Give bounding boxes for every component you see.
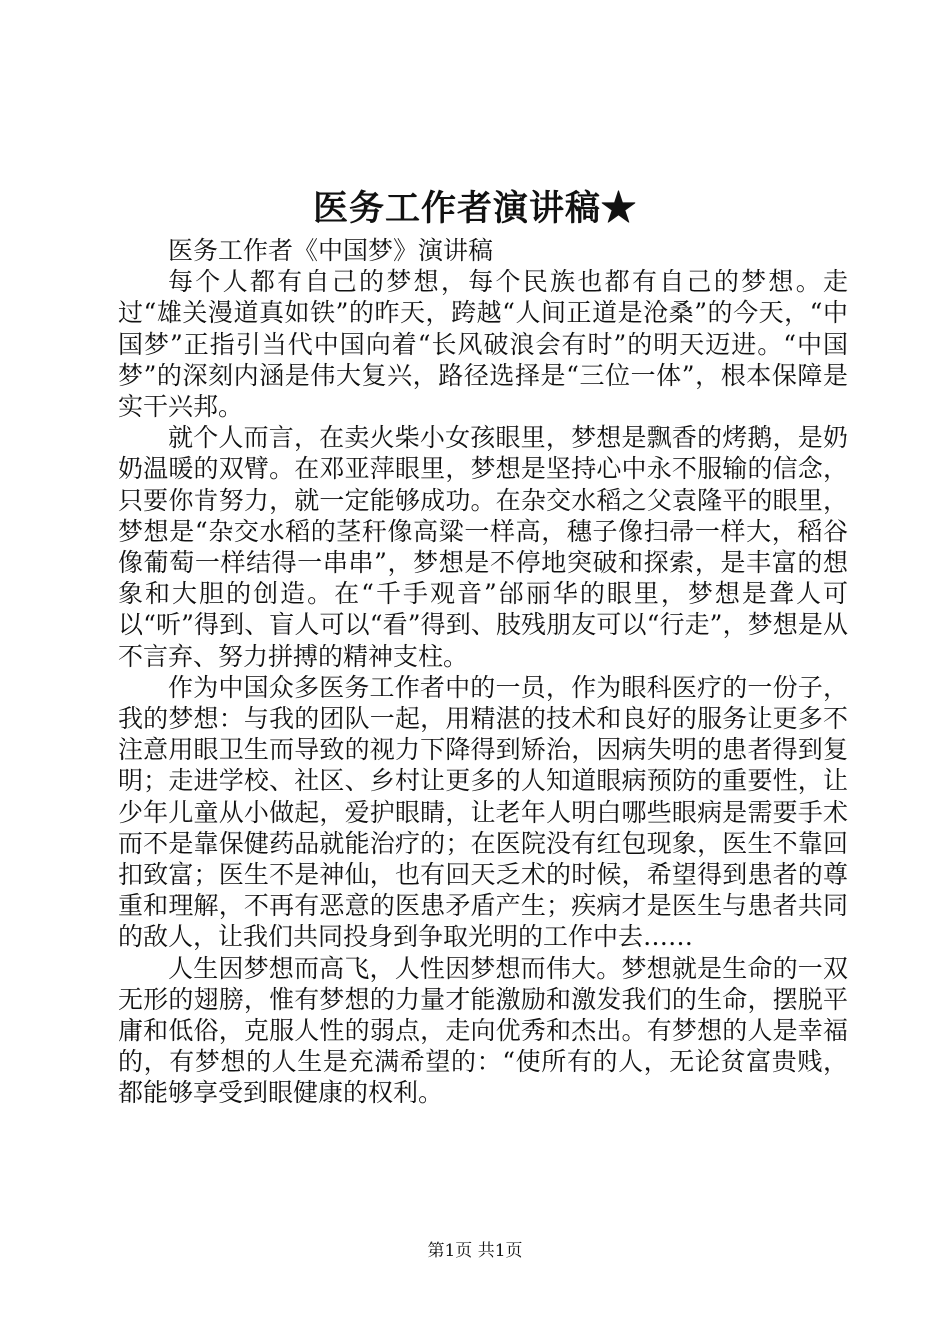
document-title: 医务工作者演讲稿★ <box>312 188 637 229</box>
paragraph: 每个人都有自己的梦想，每个民族也都有自己的梦想。走过“雄关漫道真如铁”的昨天，跨越“人间正道是沧桑”的今天，“中国梦”正指引当代中国向着“长风破浪会有时”的明天迈进。“中国梦”的深刻内涵是伟大复兴，路径选择是“三位一体”，根本保障是实干兴邦。 <box>118 267 848 422</box>
document-body <box>118 235 848 1109</box>
paragraph: 人生因梦想而高飞，人性因梦想而伟大。梦想就是生命的一双无形的翅膀，惟有梦想的力量才能激励和激发我们的生命，摆脱平庸和低俗，克服人性的弱点，走向优秀和杰出。有梦想的人是幸福的，有梦想的人生是充满希望的：“使所有的人，无论贫富贵贱，都能够享受到眼健康的权利。 <box>118 953 848 1108</box>
page-footer: 第1页 共1页 <box>427 1241 523 1261</box>
paragraph: 作为中国众多医务工作者中的一员，作为眼科医疗的一份子，我的梦想：与我的团队一起，用精湛的技术和良好的服务让更多不注意用眼卫生而导致的视力下降得到矫治，因病失明的患者得到复明；走进学校、社区、乡村让更多的人知道眼病预防的重要性，让少年儿童从小做起，爱护眼睛，让老年人明白哪些眼病是需要手术而不是靠保健药品就能治疗的；在医院没有红包现象，医生不靠回扣致富；医生不是神仙，也有回天乏术的时候，希望得到患者的尊重和理解，不再有恶意的医患矛盾产生；疾病才是医生与患者共同的敌人，让我们共同投身到争取光明的工作中去…… <box>118 672 848 952</box>
paragraph: 就个人而言，在卖火柴小女孩眼里，梦想是飘香的烤鹅，是奶奶温暖的双臂。在邓亚萍眼里，梦想是坚持心中永不服输的信念，只要你肯努力，就一定能够成功。在杂交水稻之父袁隆平的眼里，梦想是“杂交水稻的茎秆像高粱一样高，穗子像扫帚一样大，稻谷像葡萄一样结得一串串”，梦想是不停地突破和探索，是丰富的想象和大胆的创造。在“千手观音”邰丽华的眼里，梦想是聋人可以“听”得到、盲人可以“看”得到、肢残朋友可以“行走”，梦想是从不言弃、努力拼搏的精神支柱。 <box>118 423 848 671</box>
paragraph-subtitle: 医务工作者《中国梦》演讲稿 <box>168 236 494 265</box>
